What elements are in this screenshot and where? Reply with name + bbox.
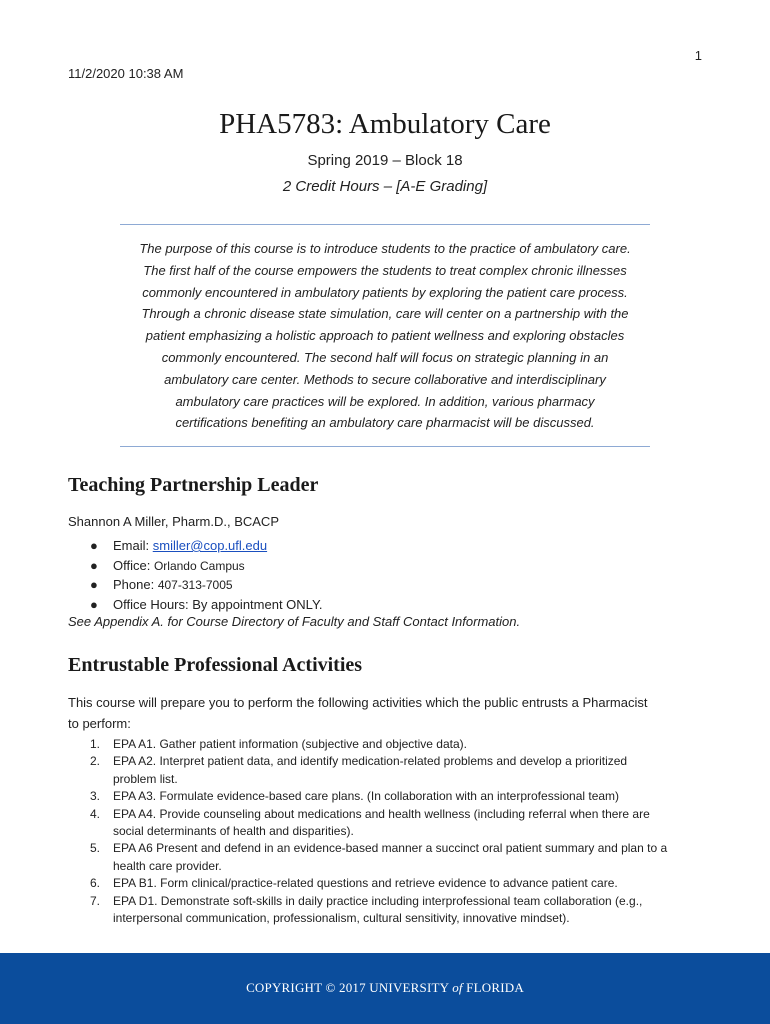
- purpose-line: ambulatory care center. Methods to secure collaborative and interdisciplinary: [164, 371, 606, 387]
- contact-list: [90, 536, 323, 614]
- epa-text: EPA A6 Present and defend in an evidence-based manner a succinct oral patient summary and plan to a: [113, 841, 668, 856]
- purpose-line: patient emphasizing a holistic approach to patient wellness and exploring obstacles: [145, 328, 625, 344]
- epa-text: social determinants of health and disparities).: [113, 824, 354, 839]
- epa-item: [84, 753, 704, 788]
- purpose-line: commonly encountered. The second half will focus on strategic planning in an: [161, 349, 609, 365]
- purpose-line: Through a chronic disease state simulation, care will center on a partnership with the: [141, 306, 629, 322]
- copyright-footer: [0, 953, 770, 1024]
- epa-intro: [68, 692, 708, 734]
- epa-text: health care provider.: [113, 858, 222, 873]
- course-purpose: [116, 238, 654, 434]
- epa-number: 6.: [90, 876, 101, 891]
- email-label: Email:: [113, 538, 153, 553]
- email-link[interactable]: smiller@cop.ufl.edu: [152, 538, 268, 553]
- copyright-post: FLORIDA: [462, 980, 524, 995]
- epa-number: 4.: [90, 806, 101, 821]
- page-number: 1: [694, 48, 702, 63]
- copyright-pre: COPYRIGHT © 2017 UNIVERSITY: [246, 980, 453, 995]
- bullet-icon: ●: [90, 538, 98, 553]
- epa-item: [84, 806, 704, 841]
- purpose-line: commonly encountered in ambulatory patients by exploring the patient care process.: [142, 284, 628, 300]
- phone-label: Phone:: [113, 577, 158, 592]
- office-label: Office:: [113, 557, 154, 573]
- contact-office-item: [90, 556, 323, 576]
- epa-text: EPA D1. Demonstrate soft-skills in daily practice including interprofessional team collaboration (e.g.,: [113, 893, 643, 908]
- epa-list: [84, 736, 704, 927]
- epa-text: interpersonal communication, professionalism, cultural sensitivity, innovative mindset).: [113, 911, 570, 926]
- epa-text: problem list.: [113, 771, 178, 786]
- purpose-line: certifications benefiting an ambulatory care pharmacist will be discussed.: [175, 415, 595, 431]
- print-timestamp: 11/2/2020 10:38 AM: [68, 66, 184, 81]
- bullet-icon: ●: [90, 596, 98, 612]
- contact-email-item: [90, 536, 323, 556]
- epa-number: 7.: [90, 893, 101, 908]
- copyright-of: of: [452, 980, 463, 995]
- epa-item: [84, 893, 704, 928]
- course-title: PHA5783: Ambulatory Care: [219, 108, 551, 140]
- purpose-bottom-divider: [120, 446, 650, 447]
- office-value: Orlando Campus: [153, 558, 245, 573]
- leader-heading: Teaching Partnership Leader: [68, 474, 319, 496]
- appendix-note: See Appendix A. for Course Directory of Faculty and Staff Contact Information.: [68, 614, 521, 629]
- epa-text: EPA A1. Gather patient information (subjective and objective data).: [113, 737, 467, 751]
- epa-intro-line: This course will prepare you to perform the following activities which the public entrusts a Pharmacist: [68, 695, 648, 710]
- epa-heading: Entrustable Professional Activities: [68, 654, 363, 676]
- epa-text: EPA A2. Interpret patient data, and identify medication-related problems and develop a prioritized: [113, 754, 628, 769]
- phone-value: 407-313-7005: [157, 578, 233, 592]
- office-hours: Office Hours: By appointment ONLY.: [113, 596, 323, 612]
- epa-item: [84, 875, 704, 892]
- course-credits: 2 Credit Hours – [A-E Grading]: [282, 178, 488, 195]
- copyright-text: [0, 980, 770, 996]
- purpose-line: ambulatory care practices will be explored. In addition, various pharmacy: [175, 393, 595, 409]
- epa-text: EPA A4. Provide counseling about medications and health wellness (including referral when there are: [113, 806, 650, 821]
- epa-item: [84, 788, 704, 805]
- course-term: Spring 2019 – Block 18: [307, 152, 463, 169]
- epa-number: 3.: [90, 789, 101, 804]
- purpose-line: The purpose of this course is to introduce students to the practice of ambulatory care.: [139, 241, 631, 256]
- epa-text: EPA B1. Form clinical/practice-related questions and retrieve evidence to advance patient care.: [113, 876, 618, 891]
- contact-hours-item: [90, 595, 323, 615]
- epa-number: 2.: [90, 754, 101, 769]
- leader-name: Shannon A Miller, Pharm.D., BCACP: [68, 514, 279, 529]
- bullet-icon: ●: [90, 557, 98, 573]
- epa-text: EPA A3. Formulate evidence-based care plans. (In collaboration with an interprofessional team): [113, 789, 620, 804]
- purpose-line: The first half of the course empowers the students to treat complex chronic illnesses: [143, 262, 627, 278]
- purpose-top-divider: [120, 224, 650, 225]
- epa-intro-line: to perform:: [68, 716, 131, 731]
- epa-number: 5.: [90, 841, 101, 856]
- epa-item: [84, 736, 704, 753]
- epa-item: [84, 840, 704, 875]
- bullet-icon: ●: [90, 577, 98, 592]
- epa-number: 1.: [90, 737, 101, 751]
- contact-phone-item: [90, 575, 323, 595]
